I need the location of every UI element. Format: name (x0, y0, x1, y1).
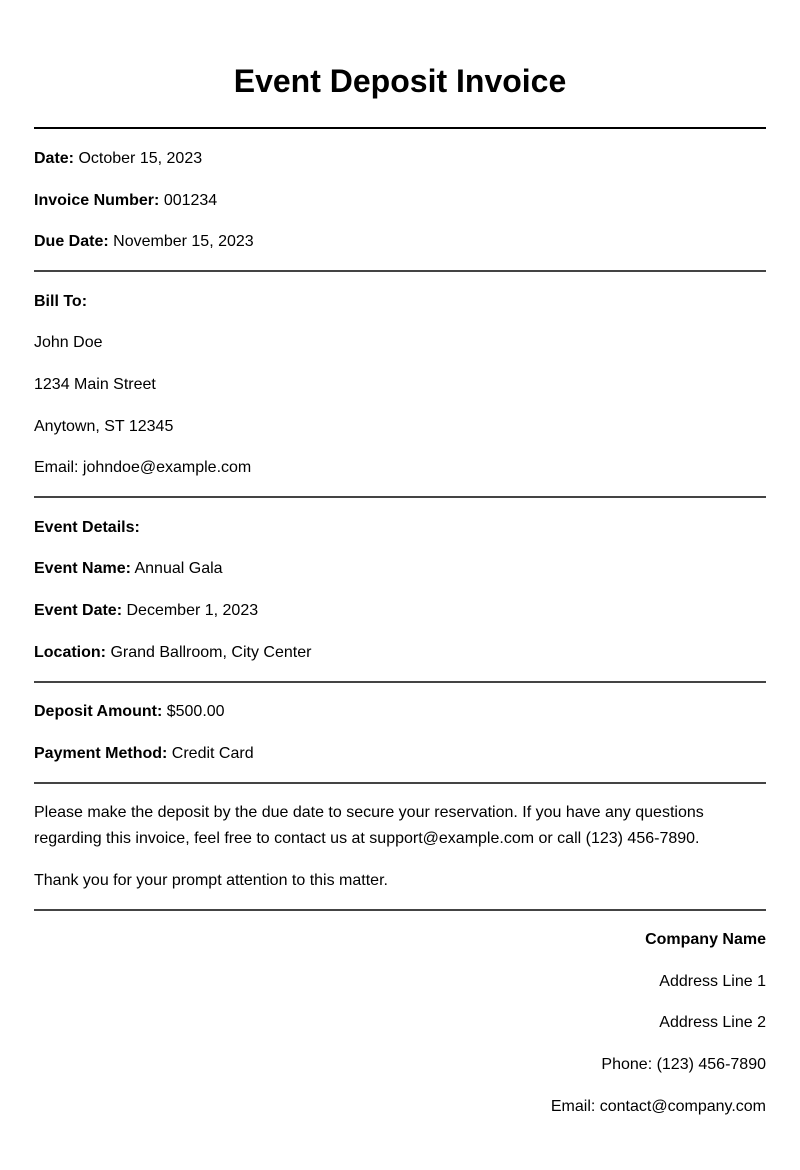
payment-method-value: Credit Card (171, 745, 254, 762)
deposit-amount-label: Deposit Amount: (34, 703, 163, 720)
payment-method-label: Payment Method: (34, 745, 168, 762)
deposit-amount-row (34, 702, 766, 722)
divider (34, 496, 766, 498)
invoice-number-label: Invoice Number: (34, 192, 160, 209)
payment-message: Please make the deposit by the due date to secure your reservation. If you have any questions regarding this invoice, feel free to contact us at support@example.com or call (123) 456-7890. (34, 804, 704, 847)
page-title: Event Deposit Invoice (233, 63, 567, 99)
location-label: Location: (34, 644, 106, 661)
event-details-heading (34, 518, 766, 538)
invoice-date-row (34, 149, 766, 169)
event-date-value: December 1, 2023 (126, 602, 259, 619)
company-phone: Phone: (123) 456-7890 (601, 1056, 766, 1073)
thank-you-note: Thank you for your prompt attention to this matter. (34, 872, 388, 889)
invoice-number-row (34, 191, 766, 211)
event-name-value: Annual Gala (134, 560, 223, 577)
due-date-row (34, 232, 766, 252)
divider (34, 909, 766, 911)
location-row (34, 643, 766, 663)
event-name-label: Event Name: (34, 560, 131, 577)
payment-method-row (34, 744, 766, 764)
company-email: Email: contact@company.com (550, 1098, 766, 1115)
invoice-date-label: Date: (34, 150, 75, 167)
divider (34, 270, 766, 272)
deposit-amount-value: $500.00 (166, 703, 225, 720)
bill-to-street: 1234 Main Street (34, 376, 156, 393)
divider (34, 782, 766, 784)
bill-to-email: Email: johndoe@example.com (34, 459, 252, 476)
invoice-number-value: 001234 (163, 192, 218, 209)
event-date-label: Event Date: (34, 602, 123, 619)
company-address-2: Address Line 2 (659, 1014, 766, 1031)
event-details-heading-text: Event Details: (34, 519, 140, 536)
company-name (34, 930, 766, 950)
bill-to-heading (34, 292, 766, 312)
bill-to-name: John Doe (34, 334, 103, 351)
due-date-value: November 15, 2023 (113, 233, 254, 250)
bill-to-heading-text: Bill To: (34, 293, 88, 310)
divider (34, 681, 766, 683)
bill-to-city: Anytown, ST 12345 (34, 418, 174, 435)
event-name-row (34, 559, 766, 579)
event-date-row (34, 601, 766, 621)
invoice-date-value: October 15, 2023 (78, 150, 203, 167)
company-name-text: Company Name (645, 931, 766, 948)
due-date-label: Due Date: (34, 233, 109, 250)
company-address-1: Address Line 1 (659, 973, 766, 990)
location-value: Grand Ballroom, City Center (110, 644, 312, 661)
divider (34, 127, 766, 129)
